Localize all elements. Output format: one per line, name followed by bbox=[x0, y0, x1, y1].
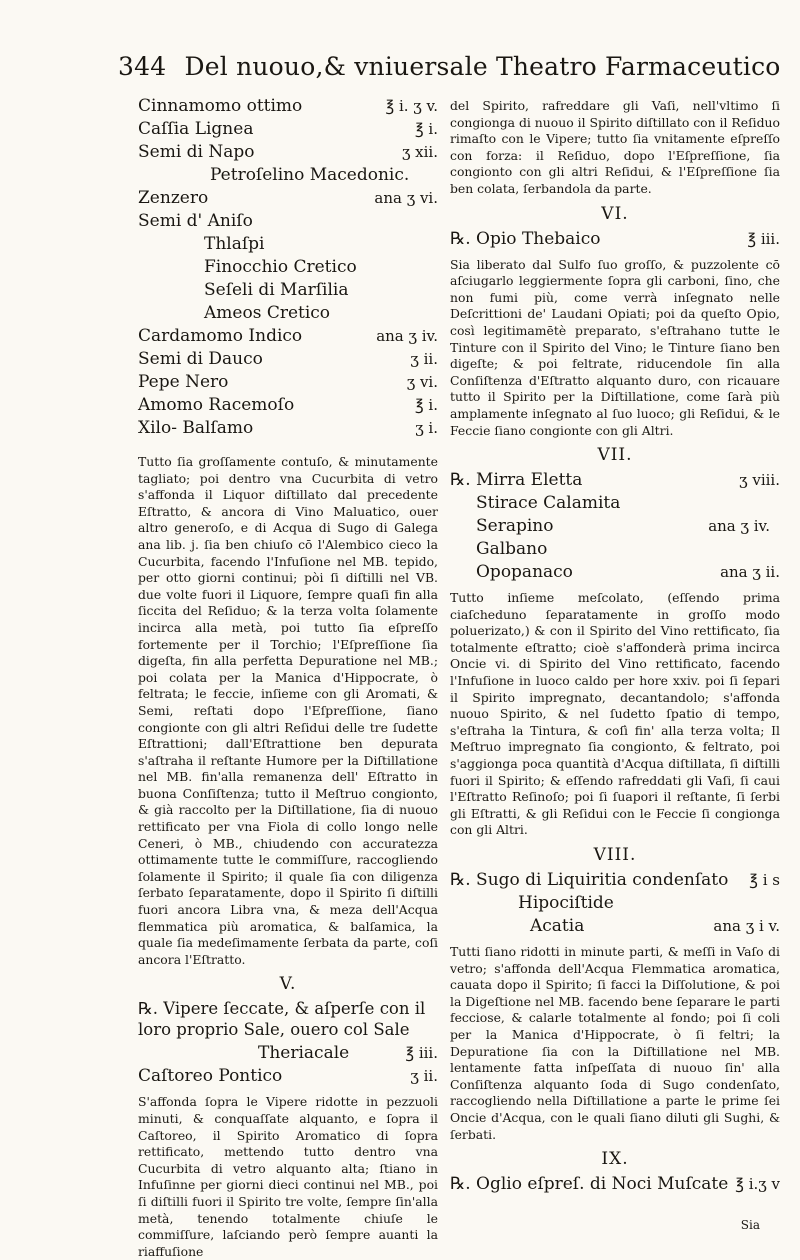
ingredient-name: Semi d' Aniſo bbox=[138, 211, 253, 231]
ingredient-row bbox=[138, 371, 438, 394]
page-header bbox=[118, 52, 781, 82]
ingredient-name: Cinnamomo ottimo bbox=[138, 96, 303, 116]
ingredient-row bbox=[138, 233, 438, 256]
left-column bbox=[138, 95, 438, 1260]
ingredient-name: ℞. Oglio eſpreſ. di Noci Muſcate bbox=[450, 1174, 729, 1195]
ingredient-row bbox=[450, 469, 780, 492]
ingredient-name: Amomo Racemoſo bbox=[138, 395, 295, 415]
ingredient-dose: ʒ ii. bbox=[410, 350, 438, 368]
body-paragraph: Sia liberato dal Sulfo ſuo groſſo, & puzzolente cō aſciugarlo leggiermente ſopra gli carboni, ſino, che non fumi più, come verrà inſegnato nelle Deſcrittioni de' Laudani Opiati; poi da queſto Opio, così legitimamētè preparato, s'eſtrahano tutte le Tinture con il Spirito del Vino; le Tinture ſiano ben digeſte; & poi feltrate, riducendole ſin alla Conſiſtenza d'Eſtratto alquanto duro, con ricauare tutto il Spirito per la Diſtillatione, come ſarà più amplamente inſegnato al ſuo luoco; gli Reſidui, & le Feccie ſiano congionte con gli Altri. bbox=[450, 256, 780, 438]
ingredient-row bbox=[138, 348, 438, 371]
ingredient-dose: ℥ i. ʒ v. bbox=[385, 97, 438, 115]
ingredient-row bbox=[138, 417, 438, 440]
ingredient-name: Ameos Cretico bbox=[204, 303, 331, 323]
ingredient-dose: ʒ viii. bbox=[739, 471, 780, 490]
section-number: IX. bbox=[601, 1149, 629, 1170]
ingredient-dose: ana ʒ iv. bbox=[708, 517, 770, 536]
ingredient-row bbox=[450, 915, 780, 938]
recipe-heading: ℞. Vipere ſeccate, & aſperſe con il loro proprio Sale, ouero col Sale bbox=[138, 999, 426, 1040]
ingredient-name: Xilo- Balſamo bbox=[138, 418, 254, 438]
ingredient-name: Caſtoreo Pontico bbox=[138, 1066, 283, 1087]
ingredient-row bbox=[450, 515, 780, 538]
body-paragraph: Tutti ſiano ridotti in minute parti, & meſſi in Vaſo di vetro; s'affonda dell'Acqua Flemmatica aromatica, cauata dopo il Spirito; ſi facci la Diſſolutione, & poi la Digeſtione nel MB. facendo bene ſeparare le parti fecciose, & calarle totalmente al fondo; poi ſi coli per la Manica d'Hippocrate, ò ſi feltri; la Depuratione ſia con la Diſtillatione nel MB. lentamente fatta inſpeſſata di nuouo ſin' alla Conſiſtenza alquanto ſoda di Sugo condenſato, raccogliendo nella Diſtillatione a parte le prime ſei Oncie d'Acqua, con le quali ſiano diluti gli Sughi, & ſerbati. bbox=[450, 944, 780, 1142]
body-paragraph: S'affonda ſopra le Vipere ridotte in pezzuoli minuti, & conquaſſate alquanto, e ſopra il Caſtoreo, il Spirito Aromatico di ſopra rettificato, mettendo tutto dentro vna Cucurbita di vetro alquanto alta; ſtiano in Infuſinne per giorni dieci continui nel MB., poi ſi diſtilli fuori il Spirito tre volte, ſempre ſin'alla metà, tenendo totalmente chiuſe le commiſſure, laſciando però ſempre auanti la riaffuſione bbox=[138, 1094, 438, 1259]
ingredient-row bbox=[138, 1042, 438, 1065]
ingredient-name: Theriacale bbox=[258, 1043, 350, 1064]
ingredient-dose: ʒ i. bbox=[415, 419, 438, 437]
ingredient-dose: ʒ ii. bbox=[410, 1067, 438, 1086]
ingredient-dose: ana ʒ ii. bbox=[720, 563, 780, 582]
page-number: 344 bbox=[118, 52, 167, 81]
ingredient-row bbox=[138, 256, 438, 279]
ingredient-row bbox=[450, 1173, 780, 1196]
body-paragraph: del Spirito, rafreddare gli Vaſi, nell'vltimo ſi congionga di nuouo il Spirito diſtillato con il Reſiduo rimaſto con le Vipere; tutto ſia vnitamente eſpreſſo con forza: il Reſiduo, dopo l'Eſpreſſione, ſia congionto con gli altri Reſidui, & l'Eſpreſſione ſia ben colata, ſerbandola da parte. bbox=[450, 98, 780, 196]
ingredient-row bbox=[450, 228, 780, 251]
ingredient-row bbox=[138, 1065, 438, 1088]
ingredient-name: Semi di Dauco bbox=[138, 349, 263, 369]
ingredient-row bbox=[138, 325, 438, 348]
ingredient-row bbox=[138, 279, 438, 302]
ingredient-row bbox=[450, 538, 780, 561]
ingredient-name: Thlaſpi bbox=[204, 234, 265, 254]
ingredient-row bbox=[450, 892, 780, 915]
ingredient-row bbox=[138, 394, 438, 417]
ingredient-dose: ana ʒ iv. bbox=[376, 327, 438, 345]
ingredient-name: Zenzero bbox=[138, 188, 209, 208]
body-paragraph: Tutto ſia groſſamente contuſo, & minutamente tagliato; poi dentro vna Cucurbita di vetro s'affonda il Liquor diſtillato dal precedente Eſtratto, & ancora di Vino Maluatico, ouer altro generoſo, e di Acqua di Sugo di Galega ana lib. j. ſia ben chiuſo cō l'Alembico cieco la Cucurbita, facendo l'Infuſione nel MB. tepido, per otto giorni continui; pòi ſi diſtilli nel VB. due volte fuori il Liquore, ſempre quaſi fin alla ſiccita del Reſiduo; & la terza volta ſolamente incirca alla metà, poi tutto ſia eſpreſſo fortemente per il Torchio; l'Eſpreſſione ſia digeſta, fin alla perfetta Depuratione nel MB.; poi colata per la Manica d'Hippocrate, ò feltrata; le feccie, inſieme con gli Aromati, & Semi, reſtati dopo l'Eſpreſſione, ſiano congionte con gli altri Reſidui delle tre ſudette Eſtrattioni; dall'Eſtrattione ben depurata s'aſtraha il reſtante Humore per la Diſtillatione nel MB. fin'alla remanenza dell' Eſtratto in buona Conſiſtenza; tutto il Meſtruo congionto, & già raccolto per la Diſtillatione, ſia di nuouo rettificato per vna Fiola di collo longo nelle Ceneri, ò MB., chiudendo con accuratezza ottimamente tutte le commiſſure, raccogliendo ſolamente il Spirito; il quale ſia con diligenza ſerbato ſeparatamente, dopo il Spirito ſi diſtilli fuori ancora Libra vna, & meza dell'Acqua flemmatica più aromatica, & balſamica, la quale ſia medeſimamente ſerbata da parte, coſi ancora l'Eſtratto. bbox=[138, 454, 438, 967]
ingredient-row bbox=[138, 141, 438, 164]
ingredient-row bbox=[450, 869, 780, 892]
ingredient-name: Acatia bbox=[530, 916, 585, 936]
ingredient-row bbox=[138, 210, 438, 233]
ingredient-row bbox=[138, 302, 438, 325]
ingredient-dose: ana ʒ vi. bbox=[374, 189, 438, 207]
ingredient-dose: ana ʒ i v. bbox=[713, 917, 780, 935]
ingredient-name: Cardamomo Indico bbox=[138, 326, 303, 346]
ingredient-dose: ℥ i. bbox=[415, 396, 438, 414]
ingredient-row bbox=[138, 164, 438, 187]
ingredient-row bbox=[138, 95, 438, 118]
ingredient-name: ℞. Mirra Eletta bbox=[450, 470, 583, 491]
ingredient-name: Serapino bbox=[476, 516, 554, 537]
ingredient-dose: ℥ i s bbox=[749, 871, 780, 889]
section-number: VI. bbox=[601, 203, 629, 224]
right-column bbox=[450, 98, 780, 1196]
ingredient-dose: ℥ iii. bbox=[405, 1044, 438, 1063]
ingredient-row bbox=[138, 118, 438, 141]
body-paragraph: Tutto inſieme meſcolato, (eſſendo prima ciaſcheduno ſeparatamente in groſſo modo poluerizato,) & con il Spirito del Vino rettificato, ſia totalmente eſtratto; cioè s'affonderà prima incirca Oncie vi. di Spirito del Vino rettificato, facendo l'Infuſione in luoco caldo per hore xxiv. poi ſi ſepari il Spirito impregnato, decantandolo; s'affonda nuouo Spirito, & nel ſudetto ſpatio di tempo, s'eſtraha la Tintura, & coſì fin' alla terza volta; Il Meſtruo impregnato ſia congionto, & feltrato, poi s'aggionga poca quantità d'Acqua diſtillata, ſi diſtilli fuori il Spirito; & eſſendo rafreddati gli Vaſi, ſi caui l'Eſtratto Reſinoſo; poi ſi ſuapori il reſtante, ſi ſerbi gli Eſtratti, & gli Reſidui con le Feccie ſi congionga con gli Altri. bbox=[450, 590, 780, 838]
section-number: V. bbox=[279, 974, 297, 995]
ingredient-name: Pepe Nero bbox=[138, 372, 229, 392]
ingredient-name: Stirace Calamita bbox=[476, 493, 621, 514]
ingredient-dose: ʒ xii. bbox=[401, 143, 438, 161]
ingredient-dose: ℥ i. bbox=[415, 120, 438, 138]
ingredient-name: Seſeli di Marſilia bbox=[204, 280, 349, 300]
ingredient-name: Hipociſtide bbox=[518, 893, 614, 913]
ingredient-name: ℞. Sugo di Liquiritia condenſato bbox=[450, 870, 729, 890]
running-title: Del nuouo,& vniuersale Theatro Farmaceutico bbox=[184, 52, 781, 81]
section-number: VIII. bbox=[593, 845, 637, 865]
ingredient-name: ℞. Opio Thebaico bbox=[450, 228, 601, 249]
ingredient-name: Galbano bbox=[476, 539, 548, 560]
ingredient-row bbox=[450, 492, 780, 515]
ingredient-row bbox=[450, 561, 780, 584]
catchword: Sia bbox=[740, 1218, 760, 1232]
ingredient-name: Finocchio Cretico bbox=[204, 257, 357, 277]
ingredient-dose: ℥ iii. bbox=[747, 229, 780, 248]
ingredient-name: Caſſia Lignea bbox=[138, 119, 254, 139]
ingredient-name: Petroſelino Macedonic. bbox=[210, 165, 410, 185]
ingredient-row bbox=[138, 187, 438, 210]
ingredient-name: Opopanaco bbox=[476, 562, 573, 583]
section-number: VII. bbox=[597, 445, 633, 466]
ingredient-dose: ʒ vi. bbox=[406, 373, 438, 391]
ingredient-name: Semi di Napo bbox=[138, 142, 255, 162]
ingredient-dose: ℥ i.ʒ v bbox=[735, 1175, 780, 1194]
